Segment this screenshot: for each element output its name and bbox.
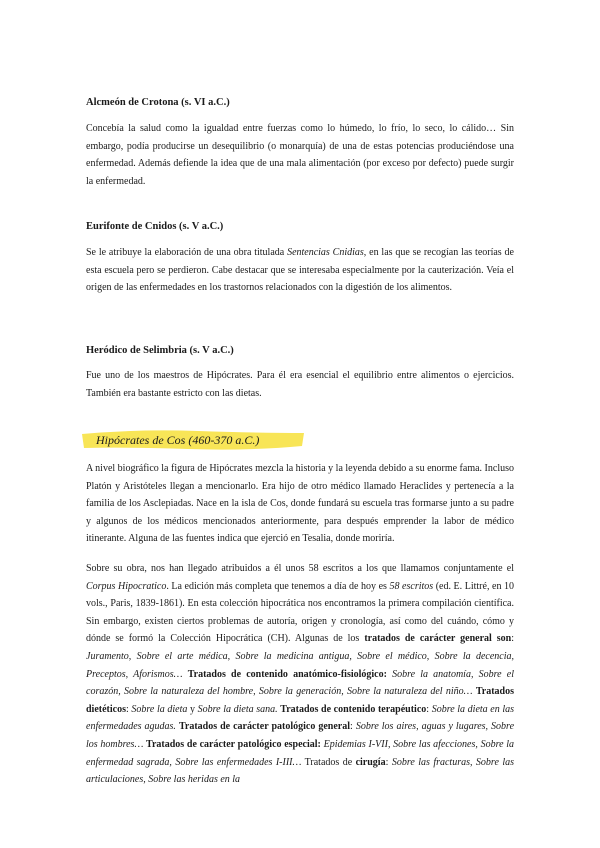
paragraph-herodico: Fue uno de los maestros de Hipócrates. Para él era esencial el equilibrio entre alimentos o ejercicios. También era bastante estricto con las dietas.: [86, 370, 514, 399]
text-span: :: [126, 703, 132, 715]
italic-title: Sentencias Cnidias: [287, 247, 364, 258]
italic-span: Juramento, Sobre el arte médica, Sobre la medicina antigua, Sobre el médico, Sobre la decencia, Preceptos, Aforismos…: [86, 650, 514, 680]
italic-span: Corpus Hipocratico: [86, 580, 167, 592]
heading-eurifonte: Eurifonte de Cnidos (s. V a.C.): [86, 221, 224, 232]
italic-span: Sobre la dieta: [131, 703, 188, 715]
text-span: , en las que se recogían las teorías de esta escuela pero se perdieron. Cabe destacar que se interesaba especialmente por la cauterización. Veía el origen de las enfermedades en los trastornos relacionados con la digestión de los alimentos.: [86, 247, 514, 294]
text-span: :: [511, 633, 514, 645]
text-span: (ed. E. Littré, en 10 vols., Paris, 1839-1861). En esta colección hipocrática nos encontramos la primera compilación científica. Sin embargo, existen ciertos problemas de autoría, origen y cronología, así como del cuándo, cómo y dónde se formó la Colección Hipocrática (CH). Algunas de los: [86, 580, 514, 645]
text-span: Sobre su obra, nos han llegado atribuidos a él unos 58 escritos a los que llamamos conjuntamente el: [86, 563, 514, 574]
bold-span: Tratados de carácter patológico especial:: [146, 738, 321, 750]
paragraph-alcmeon: Concebía la salud como la igualdad entre fuerzas como lo húmedo, lo frío, lo seco, lo cálido… Sin embargo, podía producirse un desequilibrio (o monarquía) de una de estas potencias produciéndose una enfermedad. Además defiende la idea que de una mala alimentación (por exceso por defecto) puede surgir la enfermedad.: [86, 123, 514, 187]
text-span: y: [187, 703, 198, 715]
text-span: Se le atribuye la elaboración de una obra titulada: [86, 247, 288, 258]
heading-herodico: Heródico de Selimbria (s. V a.C.): [86, 345, 234, 356]
text-span: Tratados de: [301, 756, 356, 768]
italic-span: Sobre los aires, aguas y lugares, Sobre los hombres…: [86, 721, 515, 750]
italic-span: Sobre la dieta en las enfermedades agudas.: [86, 703, 515, 733]
paragraph-hipocrates-biography: A nivel biográfico la figura de Hipócrates mezcla la historia y la leyenda debido a su enorme fama. Incluso Platón y Aristóteles llegan a mencionarlo. Era hijo de otro médico llamado Heraclides y pertenecía a la familia de los Asclepiadas. Nace en la isla de Cos, donde fundará su escuela tras formarse junto a su padre y algunos de los médicos mencionados anteriormente, para después emprender la labor de médico itinerante. Alguna de las fuentes indica que ejerció en Tesalia, donde moriría.: [86, 463, 514, 545]
text-span: :: [426, 703, 432, 715]
bold-span: Tratados de contenido anatómico-fisiológico:: [187, 668, 387, 680]
heading-alcmeon: Alcmeón de Crotona (s. VI a.C.): [86, 97, 230, 108]
bold-span: Tratados dietéticos: [86, 686, 514, 715]
paragraph-eurifonte: [86, 244, 514, 297]
bold-span: tratados de carácter general son: [364, 633, 512, 645]
text-span: . La edición más completa que tenemos a día de hoy es: [166, 580, 390, 592]
text-span: :: [350, 721, 356, 733]
paragraph-hipocrates-works: [86, 560, 514, 789]
bold-span: Tratados de contenido terapéutico: [280, 703, 427, 715]
section-title-hipocrates: Hipócrates de Cos (460-370 a.C.): [96, 433, 260, 447]
text-span: :: [385, 756, 392, 768]
italic-span: Sobre las fracturas, Sobre las articulaciones, Sobre las heridas en la: [86, 756, 514, 786]
bold-span: Tratados de carácter patológico general: [178, 721, 351, 733]
italic-span: Sobre la anatomía, Sobre el corazón, Sobre la naturaleza del hombre, Sobre la generación, Sobre la naturaleza del niño…: [86, 668, 514, 698]
italic-span: Epidemias I-VII, Sobre las afecciones, Sobre la enfermedad sagrada, Sobre las enfermedades I-III…: [86, 738, 515, 768]
italic-span: Sobre la dieta sana.: [197, 703, 278, 715]
bold-span: cirugía: [355, 756, 386, 768]
italic-span: 58 escritos: [389, 580, 434, 592]
